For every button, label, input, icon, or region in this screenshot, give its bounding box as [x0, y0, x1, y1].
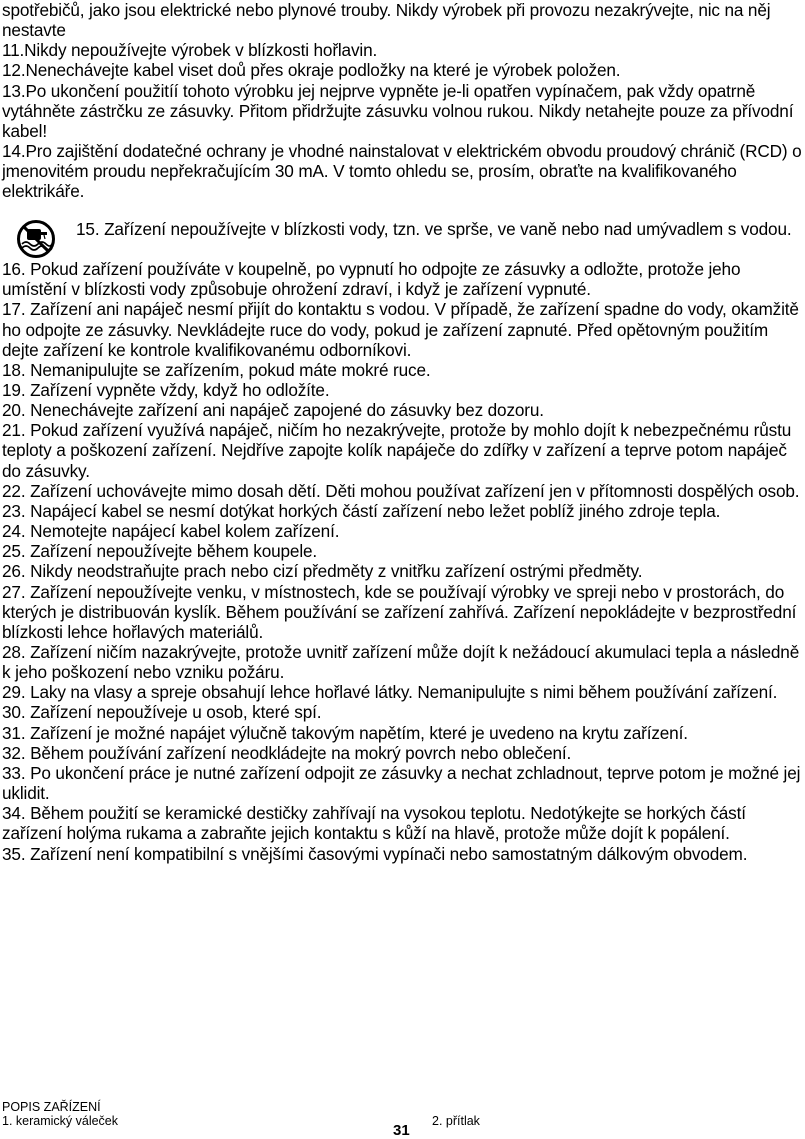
- safety-instructions: [2, 0, 805, 864]
- device-description-title: POPIS ZAŘÍZENÍ: [2, 1100, 101, 1114]
- instruction-31: 31. Zařízení je možné napájet výlučně takovým napětím, které je uvedeno na krytu zařízení.: [2, 722, 688, 743]
- instruction-24: 24. Nemotejte napájecí kabel kolem zařízení.: [2, 521, 340, 542]
- instruction-25: 25. Zařízení nepoužívejte během koupele.: [2, 541, 318, 562]
- instruction-18: 18. Nemanipulujte se zařízením, pokud máte mokré ruce.: [2, 359, 431, 380]
- instruction-11: 11.Nikdy nepoužívejte výrobek v blízkosti hořlavin.: [2, 40, 378, 61]
- device-part-2: 2. přítlak: [432, 1114, 480, 1128]
- instruction-13: 13.Po ukončení použitíí tohoto výrobku jej nejprve vypněte je-li opatřen vypínačem, pak vždy opatrně vytáhněte zástrčku ze zásuvky. Přitom přidržujte zásuvku volnou rukou. Nikdy netahejte pouze za přívodní kabel!: [2, 80, 794, 141]
- instruction-22: 22. Zařízení uchovávejte mimo dosah dětí. Děti mohou používat zařízení jen v přítomnosti dospělých osob.: [2, 480, 800, 501]
- instruction-26: 26. Nikdy neodstraňujte prach nebo cizí předměty z vnitřku zařízení ostrými předměty.: [2, 561, 643, 582]
- instruction-14: 14.Pro zajištění dodatečné ochrany je vhodné nainstalovat v elektrickém obvodu proudový chránič (RCD) o jmenovitém proudu nepřekračujícím 30 mA. V tomto ohledu se, prosím, obraťte na kvalifikovaného elektrikáře.: [2, 141, 802, 202]
- instruction-17: 17. Zařízení ani napáječ nesmí přijít do kontaktu s vodou. V případě, že zařízení spadne do vody, okamžitě ho odpojte ze zásuvky. Nevkládejte ruce do vody, pokud je zařízení zapnuté. Před opětovným použitím dejte zařízení ke kontrole kvalifikovanému odborníkovi.: [2, 299, 799, 360]
- instruction-35: 35. Zařízení není kompatibilní s vnějšími časovými vypínači nebo samostatným dálkovým obvodem.: [2, 843, 748, 864]
- page-number: 31: [393, 1122, 410, 1139]
- instruction-34: 34. Během použití se keramické destičky zahřívají na vysokou teplotu. Nedotýkejte se horkých částí zařízení holýma rukama a zabraňte jejich kontaktu s kůží na hlavě, protože může dojít k popálení.: [2, 803, 746, 844]
- instruction-27: 27. Zařízení nepoužívejte venku, v místnostech, kde se používají výrobky ve spreji nebo v prostorách, do kterých je distribuován kyslík. Během používání se zařízení zahřívá. Zařízení nepokládejte v bezprostřední blízkosti lehce hořlavých materiálů.: [2, 581, 797, 642]
- instruction-16: 16. Pokud zařízení používáte v koupelně, po vypnutí ho odpojte ze zásuvky a odložte, protože jeho umístění v blízkosti vody způsobuje ohrožení zdraví, i když je zařízení vypnuté.: [2, 259, 741, 300]
- paragraph-continuation: spotřebičů, jako jsou elektrické nebo plynové trouby. Nikdy výrobek při provozu nezakrývejte, nic na něj nestavte: [2, 0, 771, 41]
- no-water-warning-icon: [6, 220, 66, 258]
- instruction-21: 21. Pokud zařízení využívá napáječ, ničím ho nezakrývejte, protože by mohlo dojít k nebezpečnému růstu teploty a poškození zařízení. Nejdříve zapojte kolík napáječe do zdířky v zařízení a teprve potom napáječ do zásuvky.: [2, 420, 792, 481]
- instruction-33: 33. Po ukončení práce je nutné zařízení odpojit ze zásuvky a nechat zchladnout, teprve potom je možné jej uklidit.: [2, 762, 801, 804]
- instruction-30: 30. Zařízení nepoužíveje u osob, které spí.: [2, 702, 322, 723]
- instruction-19: 19. Zařízení vypněte vždy, když ho odložíte.: [2, 379, 330, 400]
- instruction-12: 12.Nenechávejte kabel viset doů přes okraje podložky na které je výrobek položen.: [2, 60, 621, 81]
- instruction-29: 29. Laky na vlasy a spreje obsahují lehce hořlavé látky. Nemanipulujte s nimi během používání zařízení.: [2, 682, 778, 703]
- device-part-1: 1. keramický váleček: [2, 1114, 119, 1128]
- instruction-23: 23. Napájecí kabel se nesmí dotýkat horkých částí zařízení nebo ležet poblíž jiného zdroje tepla.: [2, 500, 721, 521]
- instruction-20: 20. Nenechávejte zařízení ani napáječ zapojené do zásuvky bez dozoru.: [2, 400, 544, 421]
- instruction-28: 28. Zařízení ničím nazakrývejte, protože uvnitř zařízení může dojít k nežádoucí akumulaci tepla a následně k jeho poškození nebo vzniku požáru.: [2, 642, 800, 683]
- instruction-15-text: 15. Zařízení nepoužívejte v blízkosti vody, tzn. ve sprše, ve vaně nebo nad umývadlem s vodou.: [76, 218, 792, 239]
- instruction-15-warning: [2, 219, 805, 259]
- instruction-32: 32. Během používání zařízení neodkládejte na mokrý povrch nebo oblečení.: [2, 742, 572, 763]
